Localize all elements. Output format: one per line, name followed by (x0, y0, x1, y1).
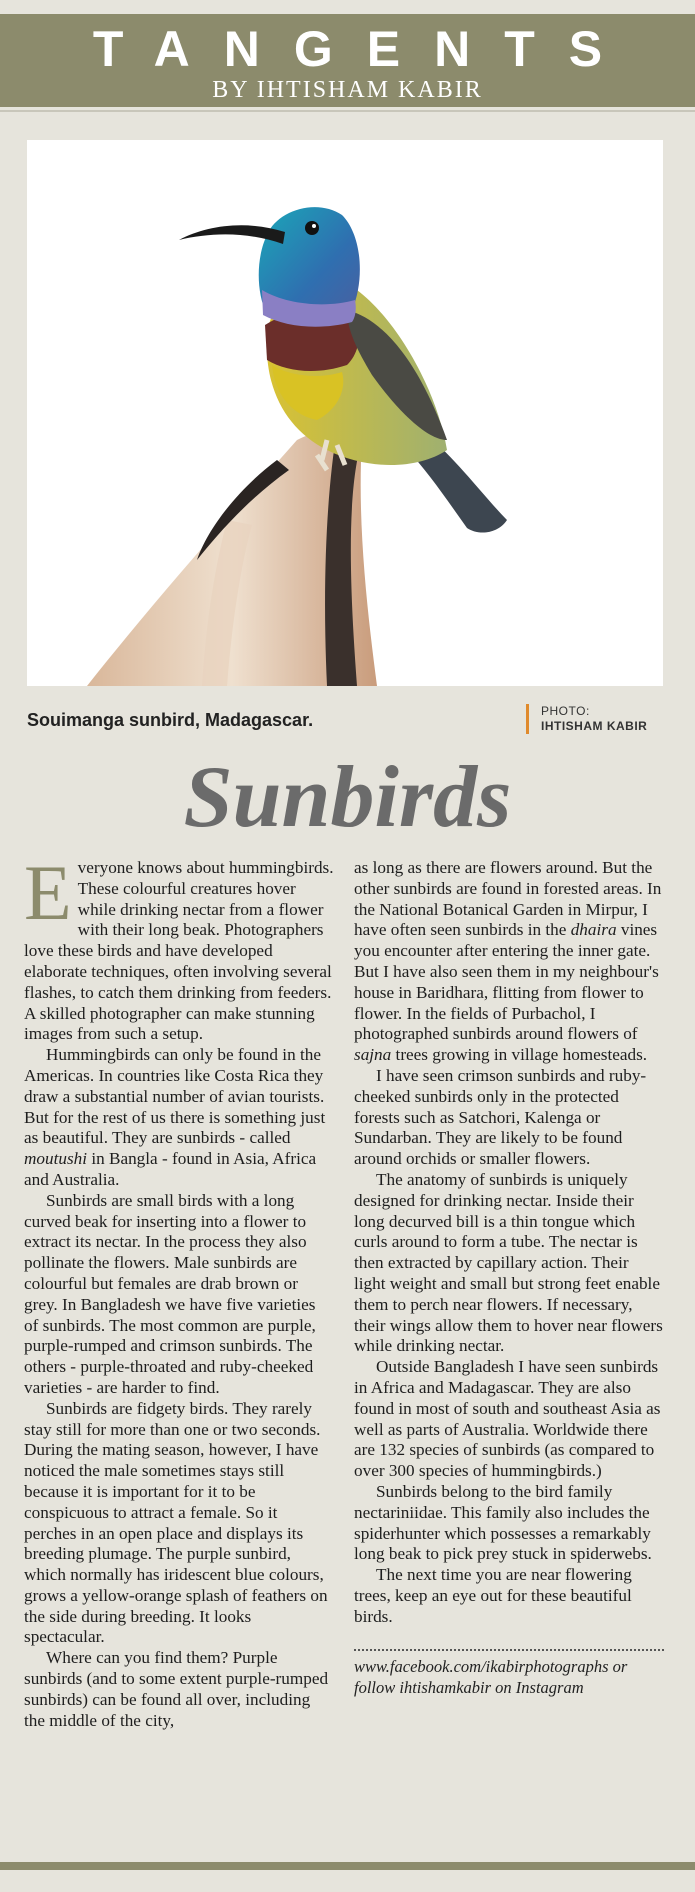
sunbird-photo (27, 140, 663, 686)
paragraph: Sunbirds belong to the bird family nectariniidae. This family also includes the spiderhunter which possesses a remarkably long beak to pick prey stuck in spiderwebs. (354, 1481, 652, 1564)
column-title: TANGENTS (92, 21, 637, 77)
paragraph: The next time you are near flowering trees, keep an eye out for these beautiful birds. (354, 1565, 632, 1626)
paragraph: Outside Bangladesh I have seen sunbirds in Africa and Madagascar. They are also found in most of south and southeast Asia as well as parts of Australia. Worldwide there are 132 species of sunbirds (as compared to over 300 species of hummingbirds.) (354, 1357, 661, 1481)
paragraph (24, 849, 334, 1045)
photo-credit-name: IHTISHAM KABIR (541, 719, 648, 733)
paragraph-text: veryone knows about hummingbirds. These colourful creatures hover while drinking nectar from a flower with their long beak. Photographers love these birds and have developed elaborate techniques, often involving several flashes, to catch them drinking from feeders. A skilled photographer can make stunning images from such a setup. (24, 858, 334, 1044)
paragraph (24, 1045, 334, 1191)
photo-credit (526, 704, 647, 734)
paragraph-text: in Bangla - found in Asia, Africa and Australia. (24, 1149, 317, 1189)
paragraph: Sunbirds are fidgety birds. They rarely stay still for more than one or two seconds. During the mating season, however, I have noticed the male sometimes stays still because it is important for it to be conspicuous to attract a female. So it perches in an open place and displays its breeding plumage. The purple sunbird, which normally has iridescent blue colours, grows a yellow-orange splash of feathers on the side during breeding. It looks spectacular. (24, 1398, 328, 1647)
byline: BY IHTISHAM KABIR (212, 77, 483, 103)
paragraph-text: trees growing in village homesteads. (391, 1045, 648, 1065)
paragraph: Where can you find them? Purple sunbirds (and to some extent purple-rumped sunbirds) can be found all over, including the middle of the city, (24, 1648, 329, 1730)
italic-term: dhaira (570, 920, 617, 940)
dotted-divider (354, 1649, 664, 1651)
headline: Sunbirds (183, 749, 512, 846)
italic-term: sajna (354, 1045, 392, 1065)
paragraph-text: Hummingbirds can only be found in the Americas. In countries like Costa Rica they draw a substantial number of avian tourists. But for the rest of us there is something just as beautiful. They are sunbirds - called (24, 1045, 326, 1148)
photo-credit-label: PHOTO: (541, 704, 590, 718)
paragraph (354, 858, 664, 1066)
italic-term: moutushi (24, 1149, 88, 1169)
social-footer: www.facebook.com/ikabirphotographs or follow ihtishamkabir on Instagram (354, 1657, 628, 1697)
paragraph: I have seen crimson sunbirds and ruby-cheeked sunbirds only in the protected forests such as Satchori, Kalenga or Sundarban. They are likely to be found around orchids or smaller flowers. (354, 1065, 647, 1169)
sunbird-illustration (27, 140, 663, 686)
paragraph-text: vines you encounter after entering the inner gate. But I have also seen them in my neighbour's house in Baridhara, flitting from flower to flower. In the fields of Purbachol, I photographed sunbirds around flowers of (354, 920, 659, 1044)
paragraph-text: as long as there are flowers around. But the other sunbirds are found in forested areas. In the National Botanical Garden in Mirpur, I have often seen sunbirds in the (354, 858, 662, 940)
photo-caption: Souimanga sunbird, Madagascar. (27, 710, 314, 730)
bottom-rule (0, 1862, 695, 1870)
article-column-right (354, 858, 664, 1698)
dropcap: E (24, 849, 72, 936)
article-column-left (24, 849, 334, 1731)
paragraph: Sunbirds are small birds with a long curved beak for inserting into a flower to extract its nectar. In the process they also pollinate the flowers. Male sunbirds are colourful but females are drab brown or grey. In Bangladesh we have five varieties of sunbirds. The most common are purple, purple-rumped and crimson sunbirds. The others - purple-throated and ruby-cheeked varieties - are harder to find. (24, 1190, 316, 1397)
top-rule (0, 110, 695, 112)
masthead (0, 14, 695, 107)
paragraph: The anatomy of sunbirds is uniquely designed for drinking nectar. Inside their long decurved bill is a thin tongue which curls around to form a tube. The nectar is then extracted by capillary action. Their light weight and small but strong feet enable them to perch near flowers. If necessary, their wings allow them to hover near flowers while drinking nectar. (354, 1169, 663, 1356)
